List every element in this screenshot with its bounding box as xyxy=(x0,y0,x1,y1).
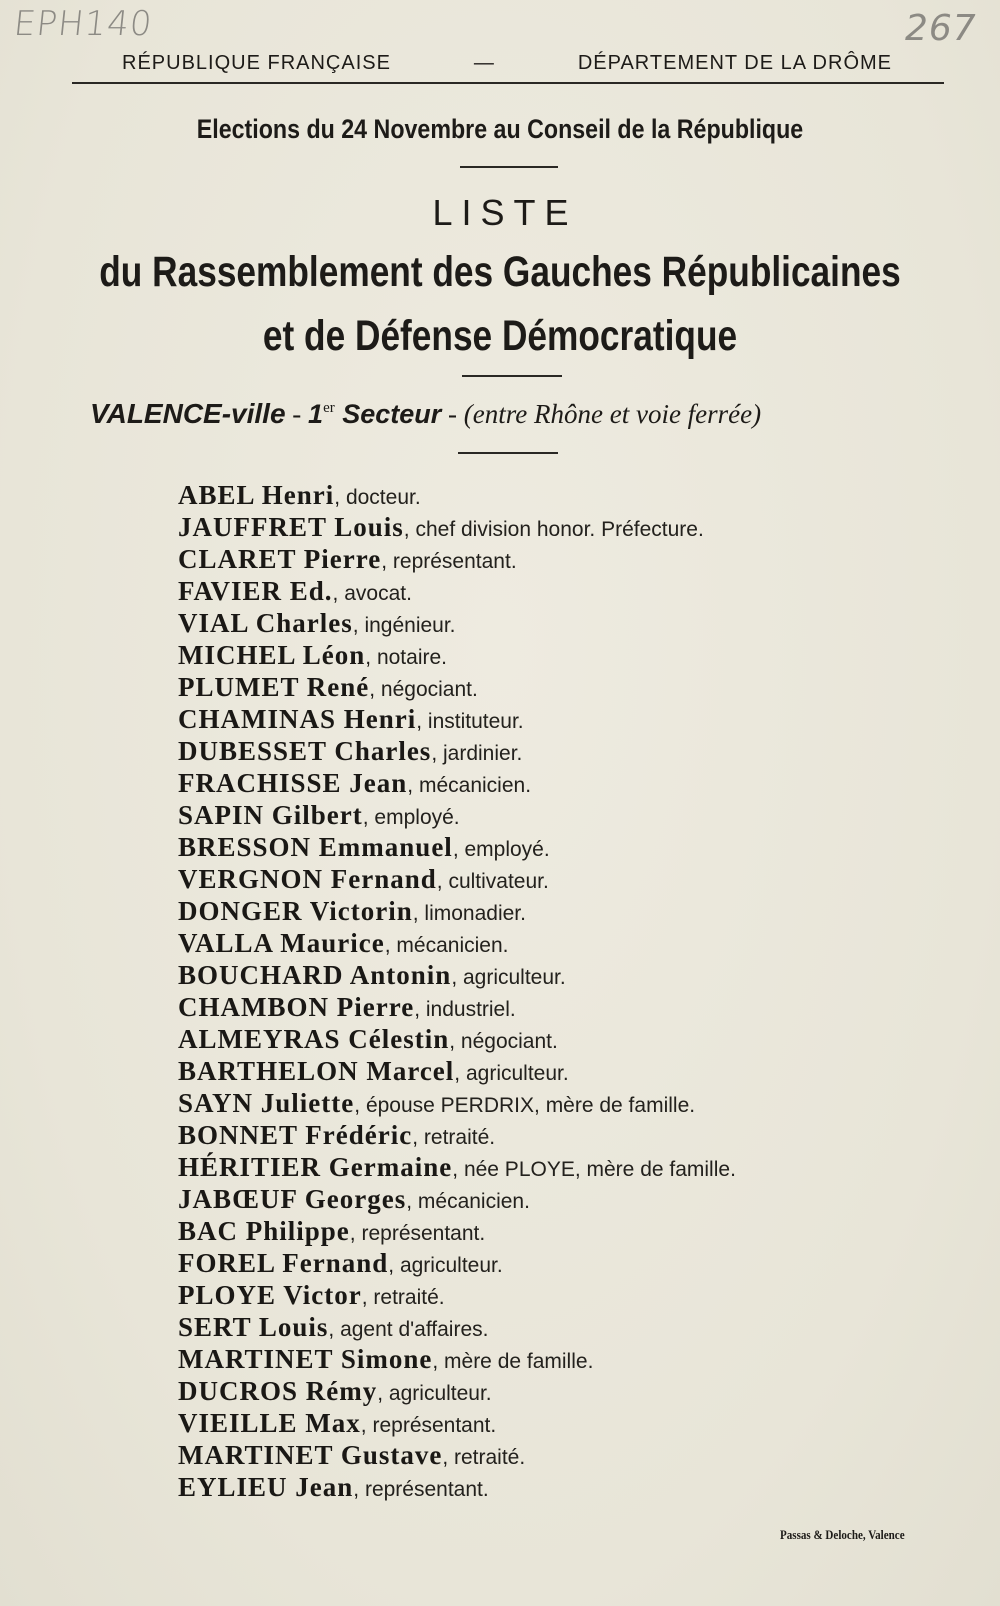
candidate-occupation: avocat. xyxy=(344,582,412,605)
candidate-name: DONGER Victorin xyxy=(178,896,413,926)
candidate-occupation: agriculteur. xyxy=(388,1382,492,1405)
list-item xyxy=(178,1023,736,1055)
list-item xyxy=(178,1151,736,1183)
list-item xyxy=(178,863,736,895)
candidate-name: DUCROS Rémy xyxy=(178,1376,378,1406)
candidate-separator: , xyxy=(352,614,365,637)
candidate-separator: , xyxy=(381,550,393,573)
list-item xyxy=(178,895,736,927)
candidate-name: FOREL Fernand xyxy=(178,1248,389,1278)
list-item xyxy=(178,799,736,831)
list-item xyxy=(178,479,736,511)
candidate-separator: , xyxy=(365,646,377,669)
candidate-occupation: représentant. xyxy=(372,1414,497,1437)
candidate-occupation: jardinier. xyxy=(443,742,523,765)
candidate-occupation: mécanicien. xyxy=(417,1190,530,1213)
candidate-separator: , xyxy=(451,966,463,989)
printer-imprint: Passas & Deloche, Valence xyxy=(780,1527,905,1542)
candidate-separator: , xyxy=(377,1382,389,1405)
candidate-separator: , xyxy=(388,1254,400,1277)
candidate-occupation: cultivateur. xyxy=(448,870,549,893)
candidate-name: MARTINET Gustave xyxy=(178,1440,443,1470)
sector-city-suffix: -ville xyxy=(221,398,286,429)
candidate-occupation: retraité. xyxy=(454,1446,526,1469)
candidate-separator: , xyxy=(332,582,345,605)
candidate-separator: , xyxy=(354,1094,366,1117)
candidate-occupation: docteur. xyxy=(345,486,421,509)
candidate-name: EYLIEU Jean xyxy=(178,1472,354,1502)
candidate-name: SAPIN Gilbert xyxy=(178,800,363,830)
candidate-separator: , xyxy=(406,1190,418,1213)
candidate-separator: , xyxy=(436,870,449,893)
list-item xyxy=(178,1471,736,1503)
candidate-name: ABEL Henri xyxy=(178,480,335,510)
list-item xyxy=(178,735,736,767)
list-item xyxy=(178,831,736,863)
list-heading: LISTE xyxy=(432,192,578,233)
candidate-occupation: industriel. xyxy=(425,998,516,1021)
list-item xyxy=(178,543,736,575)
candidate-separator: , xyxy=(328,1318,341,1341)
candidate-separator: , xyxy=(431,742,443,765)
candidate-occupation: limonadier. xyxy=(424,902,526,925)
candidate-name: BRESSON Emmanuel xyxy=(178,832,453,862)
candidate-occupation: mécanicien. xyxy=(418,774,532,797)
list-item xyxy=(178,703,736,735)
candidate-name: BAC Philippe xyxy=(178,1216,350,1246)
candidate-name: BONNET Frédéric xyxy=(178,1120,413,1150)
candidate-separator: , xyxy=(452,838,465,861)
candidate-name: FRACHISSE Jean xyxy=(178,768,408,798)
candidate-separator: , xyxy=(362,806,375,829)
sector-label: Secteur xyxy=(334,399,442,429)
divider-rule xyxy=(458,452,558,454)
candidate-separator: , xyxy=(412,902,425,925)
header-department: DÉPARTEMENT DE LA DRÔME xyxy=(577,52,892,74)
candidate-separator: , xyxy=(449,1030,461,1053)
list-item xyxy=(178,1055,736,1087)
list-item xyxy=(178,607,736,639)
candidate-separator: , xyxy=(442,1446,454,1469)
list-item xyxy=(178,1183,736,1215)
header-republic: RÉPUBLIQUE FRANÇAISE xyxy=(122,52,391,74)
candidate-name: JABŒUF Georges xyxy=(178,1184,407,1214)
candidate-occupation: instituteur. xyxy=(427,710,524,733)
candidate-occupation: retraité. xyxy=(423,1126,496,1149)
candidate-separator: , xyxy=(416,710,428,733)
candidate-name: DUBESSET Charles xyxy=(178,736,432,766)
list-item xyxy=(178,575,736,607)
list-item xyxy=(178,1375,736,1407)
sector-city: VALENCE xyxy=(90,398,222,429)
candidate-separator: , xyxy=(361,1286,374,1309)
candidate-separator: , xyxy=(432,1350,445,1373)
candidate-occupation: représentant. xyxy=(392,550,517,573)
candidate-name: HÉRITIER Germaine xyxy=(178,1152,453,1182)
candidate-separator: , xyxy=(384,934,397,957)
sector-number: 1 xyxy=(308,399,324,429)
candidate-name: ALMEYRAS Célestin xyxy=(178,1024,450,1054)
sector-dash: - xyxy=(285,399,309,429)
list-item xyxy=(178,1087,736,1119)
candidate-occupation: mécanicien. xyxy=(396,934,509,957)
election-title: Elections du 24 Novembre au Conseil de la République xyxy=(196,114,804,144)
candidate-separator: , xyxy=(414,998,426,1021)
candidate-separator: , xyxy=(349,1222,362,1245)
candidate-name: MICHEL Léon xyxy=(178,640,366,670)
candidate-separator: , xyxy=(353,1478,365,1501)
list-item xyxy=(178,1119,736,1151)
divider-rule xyxy=(462,375,562,377)
list-item xyxy=(178,1279,736,1311)
candidate-separator: , xyxy=(452,1158,464,1181)
candidate-separator: , xyxy=(454,1062,466,1085)
candidate-name: JAUFFRET Louis xyxy=(178,512,404,542)
list-item xyxy=(178,671,736,703)
sector-line xyxy=(90,398,761,430)
candidate-name: VALLA Maurice xyxy=(178,928,385,958)
header-row xyxy=(72,52,942,75)
candidate-occupation: représentant. xyxy=(361,1222,486,1245)
header-separator: — xyxy=(473,52,495,74)
candidate-name: PLOYE Victor xyxy=(178,1280,362,1310)
candidate-name: VERGNON Fernand xyxy=(178,864,437,894)
divider-rule xyxy=(460,166,558,168)
candidate-occupation: retraité. xyxy=(373,1286,445,1309)
candidate-occupation: agriculteur. xyxy=(399,1254,503,1277)
candidate-occupation: représentant. xyxy=(364,1478,489,1501)
candidate-name: PLUMET René xyxy=(178,672,370,702)
candidate-occupation: mère de famille. xyxy=(444,1350,594,1373)
list-item xyxy=(178,927,736,959)
candidate-name: SERT Louis xyxy=(178,1312,329,1342)
candidate-separator: , xyxy=(407,774,419,797)
candidate-occupation: épouse PERDRIX, mère de famille. xyxy=(365,1094,696,1117)
candidate-occupation: employé. xyxy=(374,806,460,829)
list-item xyxy=(178,959,736,991)
list-item xyxy=(178,1215,736,1247)
candidate-separator: , xyxy=(360,1414,373,1437)
candidate-occupation: agriculteur. xyxy=(462,966,566,989)
list-item xyxy=(178,511,736,543)
candidate-name: MARTINET Simone xyxy=(178,1344,433,1374)
candidate-name: BOUCHARD Antonin xyxy=(178,960,452,990)
list-item xyxy=(178,767,736,799)
sector-area: (entre Rhône et voie ferrée) xyxy=(463,399,762,429)
list-item xyxy=(178,1407,736,1439)
list-item xyxy=(178,1247,736,1279)
candidate-name: VIEILLE Max xyxy=(178,1408,361,1438)
list-title-line-1: du Rassemblement des Gauches Républicaines xyxy=(99,248,901,296)
candidate-name: SAYN Juliette xyxy=(178,1088,355,1118)
candidate-name: CHAMINAS Henri xyxy=(178,704,417,734)
handwritten-shelfmark: EPH140 xyxy=(11,4,155,44)
candidate-name: BARTHELON Marcel xyxy=(178,1056,455,1086)
handwritten-page-number: 267 xyxy=(905,8,977,49)
list-item xyxy=(178,991,736,1023)
header-rule xyxy=(72,82,944,84)
candidate-occupation: chef division honor. Préfecture. xyxy=(415,518,704,541)
candidate-occupation: née PLOYE, mère de famille. xyxy=(463,1158,736,1181)
list-item xyxy=(178,1343,736,1375)
candidate-separator: , xyxy=(403,518,416,541)
candidate-separator: , xyxy=(369,678,381,701)
candidate-name: VIAL Charles xyxy=(178,608,353,638)
list-title-line-2: et de Défense Démocratique xyxy=(262,312,738,360)
candidate-name: CHAMBON Pierre xyxy=(178,992,415,1022)
candidate-name: CLARET Pierre xyxy=(178,544,382,574)
sector-number-suffix: er xyxy=(323,400,335,416)
candidate-list xyxy=(178,479,736,1503)
candidate-occupation: notaire. xyxy=(376,646,447,669)
sector-dash: - xyxy=(441,399,464,429)
candidate-occupation: employé. xyxy=(464,838,550,861)
candidate-occupation: négociant. xyxy=(460,1030,558,1053)
list-item xyxy=(178,1439,736,1471)
candidate-separator: , xyxy=(334,486,346,509)
candidate-occupation: négociant. xyxy=(380,678,478,701)
candidate-separator: , xyxy=(412,1126,424,1149)
candidate-name: FAVIER Ed. xyxy=(178,576,333,606)
candidate-occupation: agent d'affaires. xyxy=(340,1318,489,1341)
list-item xyxy=(178,1311,736,1343)
list-item xyxy=(178,639,736,671)
candidate-occupation: ingénieur. xyxy=(364,614,456,637)
candidate-occupation: agriculteur. xyxy=(465,1062,569,1085)
